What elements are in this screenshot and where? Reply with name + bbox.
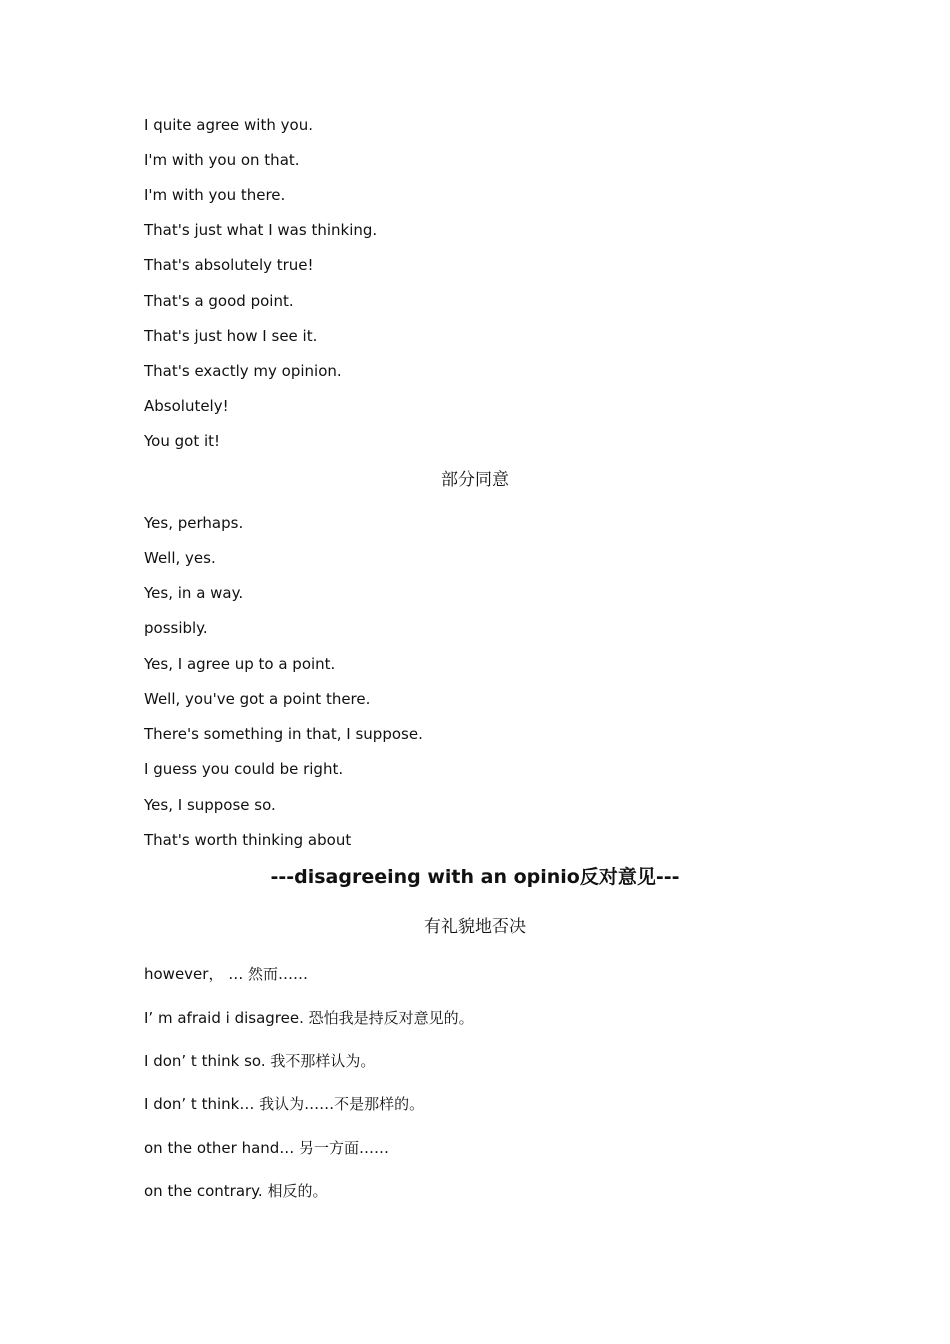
polite-disagree-heading: 有礼貌地否决 — [424, 917, 526, 937]
agree-phrase: Absolutely! — [144, 397, 229, 415]
polite-phrase: on the contrary. 相反的。 — [144, 1182, 328, 1200]
agree-phrase: That's just what I was thinking. — [144, 221, 378, 239]
partial-phrase: I guess you could be right. — [144, 760, 344, 778]
partial-phrase: possibly. — [144, 619, 208, 637]
partial-phrase: Yes, in a way. — [144, 584, 244, 602]
partial-phrase: Yes, I agree up to a point. — [144, 655, 336, 673]
polite-phrase: however， … 然而…… — [144, 965, 308, 983]
agree-phrase: I'm with you on that. — [144, 151, 300, 169]
partial-agree-heading: 部分同意 — [441, 470, 509, 490]
partial-phrase: Well, yes. — [144, 549, 216, 567]
partial-phrase: Yes, perhaps. — [144, 514, 244, 532]
agree-phrase: That's a good point. — [144, 292, 294, 310]
partial-phrase: Yes, I suppose so. — [144, 796, 276, 814]
agree-phrase: That's just how I see it. — [144, 327, 318, 345]
polite-phrase: I don’ t think so. 我不那样认为。 — [144, 1052, 376, 1070]
agree-phrase: That's absolutely true! — [144, 256, 314, 274]
polite-phrase: on the other hand… 另一方面…… — [144, 1139, 390, 1157]
disagree-section-heading: ---disagreeing with an opinio反对意见--- — [270, 866, 680, 888]
partial-phrase: There's something in that, I suppose. — [144, 725, 423, 743]
polite-phrase: I’ m afraid i disagree. 恐怕我是持反对意见的。 — [144, 1009, 474, 1027]
agree-phrase: I quite agree with you. — [144, 116, 313, 134]
partial-phrase: Well, you've got a point there. — [144, 690, 371, 708]
partial-phrase: That's worth thinking about — [144, 831, 352, 849]
agree-phrase: That's exactly my opinion. — [144, 362, 342, 380]
agree-phrase: You got it! — [144, 432, 221, 450]
polite-phrase: I don’ t think… 我认为……不是那样的。 — [144, 1095, 425, 1113]
agree-phrase: I'm with you there. — [144, 186, 286, 204]
